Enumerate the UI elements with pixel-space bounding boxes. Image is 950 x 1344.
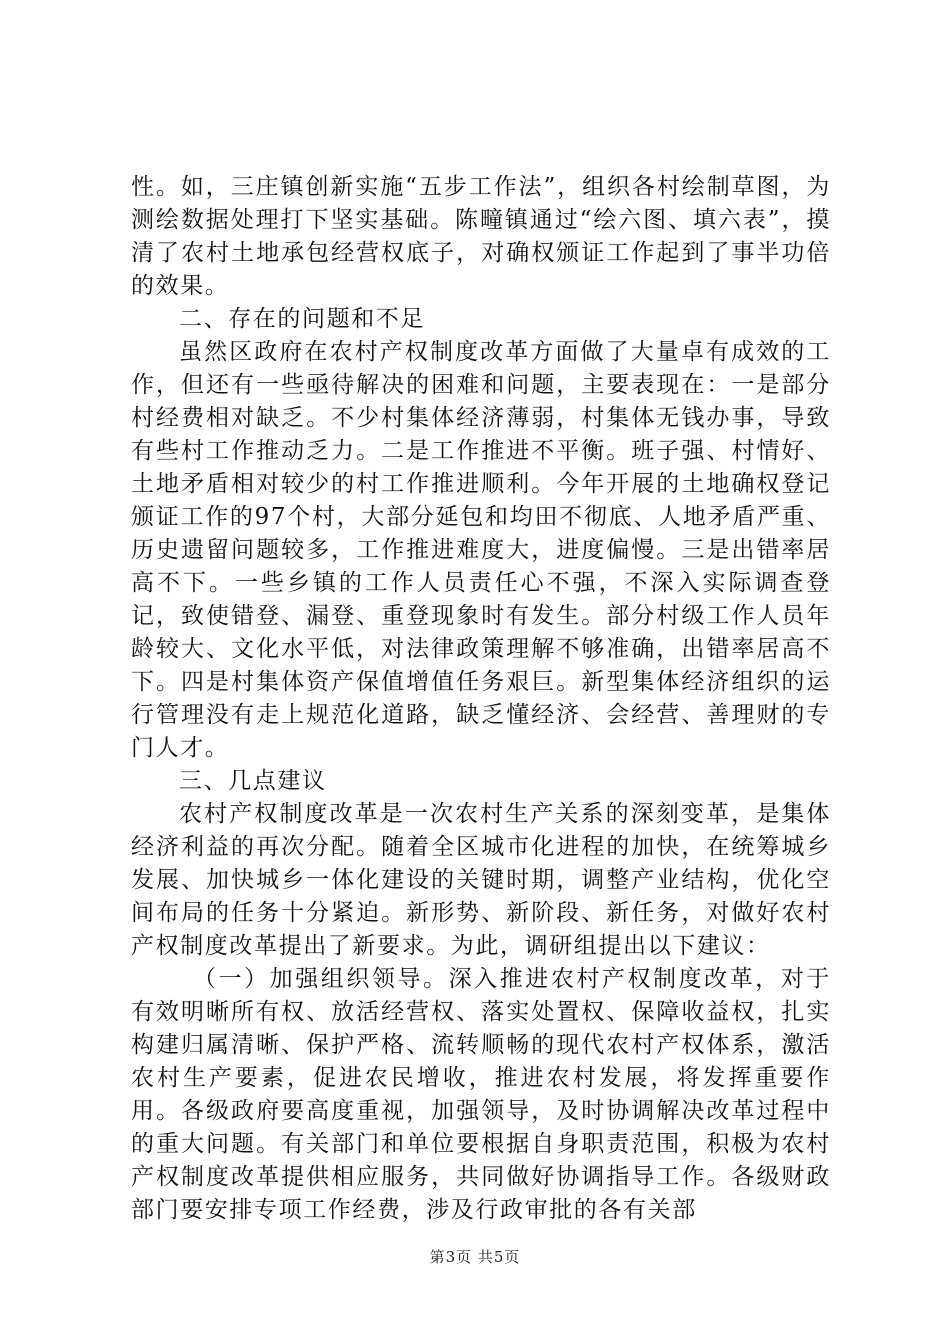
paragraph-suggestions-intro: 农村产权制度改革是一次农村生产关系的深刻变革，是集体经济利益的再次分配。随着全区城市化进程的加快，在统筹城乡发展、加快城乡一体化建设的关键时期，调整产业结构，优化空间布局的任务十分紧迫。新形势、新阶段、新任务，对做好农村产权制度改革提出了新要求。为此，调研组提出以下建议：	[131, 801, 831, 959]
section-heading-problems: 二、存在的问题和不足	[179, 306, 425, 332]
page-number-footer: 第3页 共5页	[429, 1248, 521, 1266]
document-body	[131, 171, 831, 1227]
paragraph-continuation: 性。如，三庄镇创新实施“五步工作法”，组织各村绘制草图，为测绘数据处理打下坚实基础。陈疃镇通过“绘六图、填六表”，摸清了农村土地承包经营权底子，对确权颁证工作起到了事半功倍的效果。	[131, 174, 831, 299]
paragraph-problems: 虽然区政府在农村产权制度改革方面做了大量卓有成效的工作，但还有一些亟待解决的困难和问题，主要表现在：一是部分村经费相对缺乏。不少村集体经济薄弱，村集体无钱办事，导致有些村工作推动乏力。二是工作推进不平衡。班子强、村情好、土地矛盾相对较少的村工作推进顺利。今年开展的土地确权登记颁证工作的97个村，大部分延包和均田不彻底、人地矛盾严重、历史遗留问题较多，工作推进难度大，进度偏慢。三是出错率居高不下。一些乡镇的工作人员责任心不强，不深入实际调查登记，致使错登、漏登、重登现象时有发生。部分村级工作人员年龄较大、文化水平低，对法律政策理解不够准确，出错率居高不下。四是村集体资产保值增值任务艰巨。新型集体经济组织的运行管理没有走上规范化道路，缺乏懂经济、会经营、善理财的专门人才。	[131, 339, 831, 761]
paragraph-suggestion-1: （一）加强组织领导。深入推进农村产权制度改革，对于有效明晰所有权、放活经营权、落实处置权、保障收益权，扎实构建归属清晰、保护严格、流转顺畅的现代农村产权体系，激活农村生产要素，促进农民增收，推进农村发展，将发挥重要作用。各级政府要高度重视，加强领导，及时协调解决改革过程中的重大问题。有关部门和单位要根据自身职责范围，积极为农村产权制度改革提供相应服务，共同做好协调指导工作。各级财政部门要安排专项工作经费，涉及行政审批的各有关部	[131, 966, 831, 1223]
section-heading-suggestions: 三、几点建议	[179, 768, 327, 794]
